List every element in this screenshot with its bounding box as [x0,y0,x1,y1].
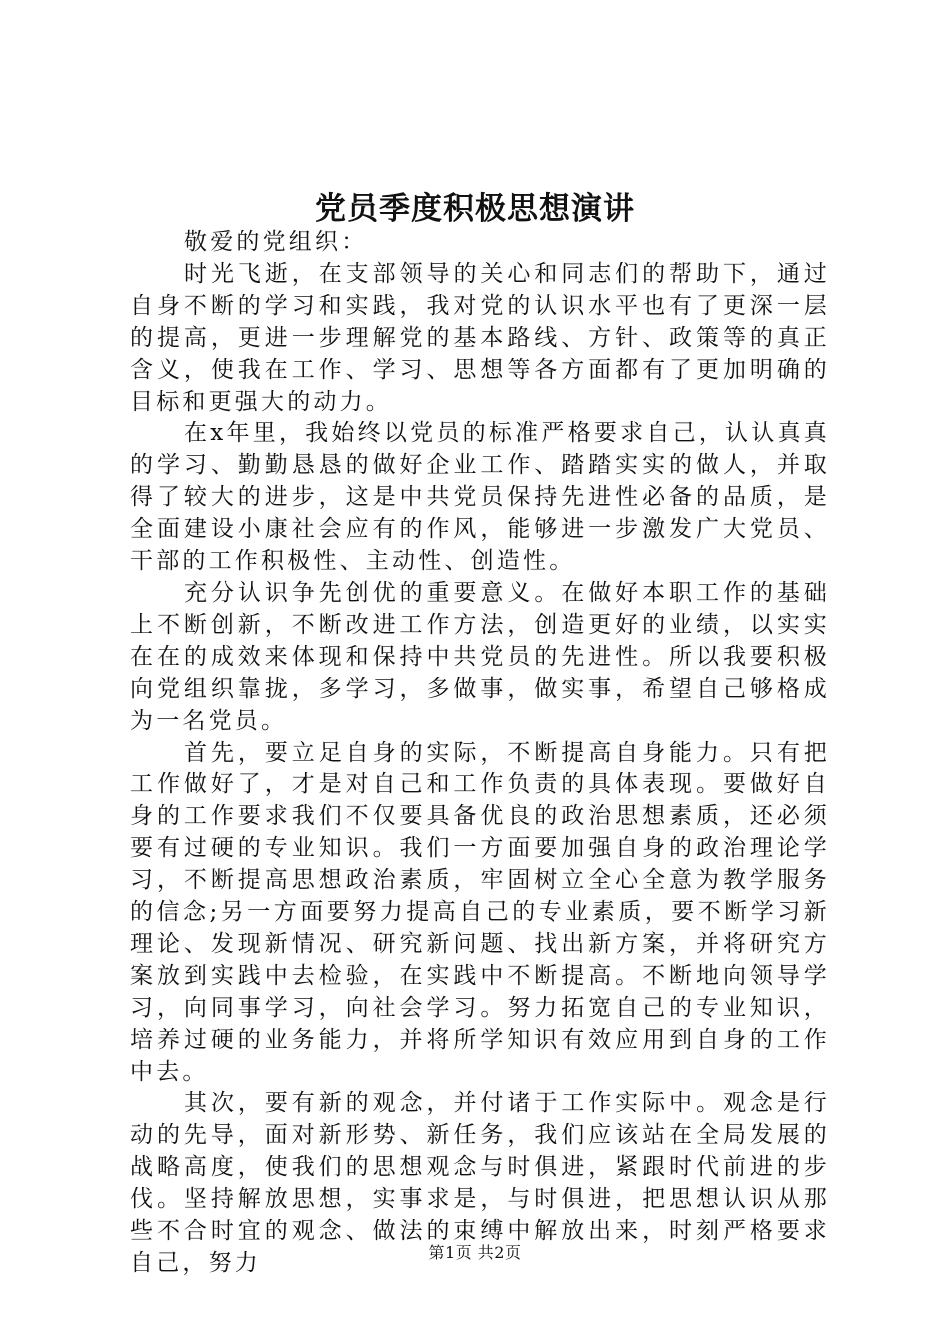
page-title: 党员季度积极思想演讲 [315,191,635,227]
paragraph-1: 时光飞逝，在支部领导的关心和同志们的帮助下，通过自身不断的学习和实践，我对党的认识水平也有了更深一层的提高，更进一步理解党的基本路线、方针、政策等的真正含义，使我在工作、学习、思想等各方面都有了更加明确的目标和更强大的动力。 [130,260,830,415]
page-number-footer: 第1页 共2页 [428,1243,522,1262]
paragraph-4: 首先，要立足自身的实际，不断提高自身能力。只有把工作做好了，才是对自己和工作负责的具体表现。要做好自身的工作要求我们不仅要具备优良的政治思想素质，还必须要有过硬的专业知识。我们一方面要加强自身的政治理论学习，不断提高思想政治素质，牢固树立全心全意为教学服务的信念;另一方面要努力提高自己的专业素质，要不断学习新理论、发现新情况、研究新问题、找出新方案，并将研究方案放到实践中去检验，在实践中不断提高。不断地向领导学习，向同事学习，向社会学习。努力拓宽自己的专业知识，培养过硬的业务能力，并将所学知识有效应用到自身的工作中去。 [130,739,830,1085]
document-body [130,227,830,1280]
paragraph-5: 其次，要有新的观念，并付诸于工作实际中。观念是行动的先导，面对新形势、新任务，我们应该站在全局发展的战略高度，使我们的思想观念与时俱进，紧跟时代前进的步伐。坚持解放思想，实事求是，与时俱进，把思想认识从那些不合时宜的观念、做法的束缚中解放出来，时刻严格要求自己，努力 [130,1090,830,1276]
salutation: 敬爱的党组织： [184,229,368,255]
paragraph-3: 充分认识争先创优的重要意义。在做好本职工作的基础上不断创新，不断改进工作方法，创造更好的业绩，以实实在在的成效来体现和保持中共党员的先进性。所以我要积极向党组织靠拢，多学习，多做事，做实事，希望自己够格成为一名党员。 [130,579,830,734]
paragraph-2: 在x年里，我始终以党员的标准严格要求自己，认认真真的学习、勤勤恳恳的做好企业工作、踏踏实实的做人，并取得了较大的进步，这是中共党员保持先进性必备的品质，是全面建设小康社会应有的作风，能够进一步激发广大党员、干部的工作积极性、主动性、创造性。 [130,420,830,575]
